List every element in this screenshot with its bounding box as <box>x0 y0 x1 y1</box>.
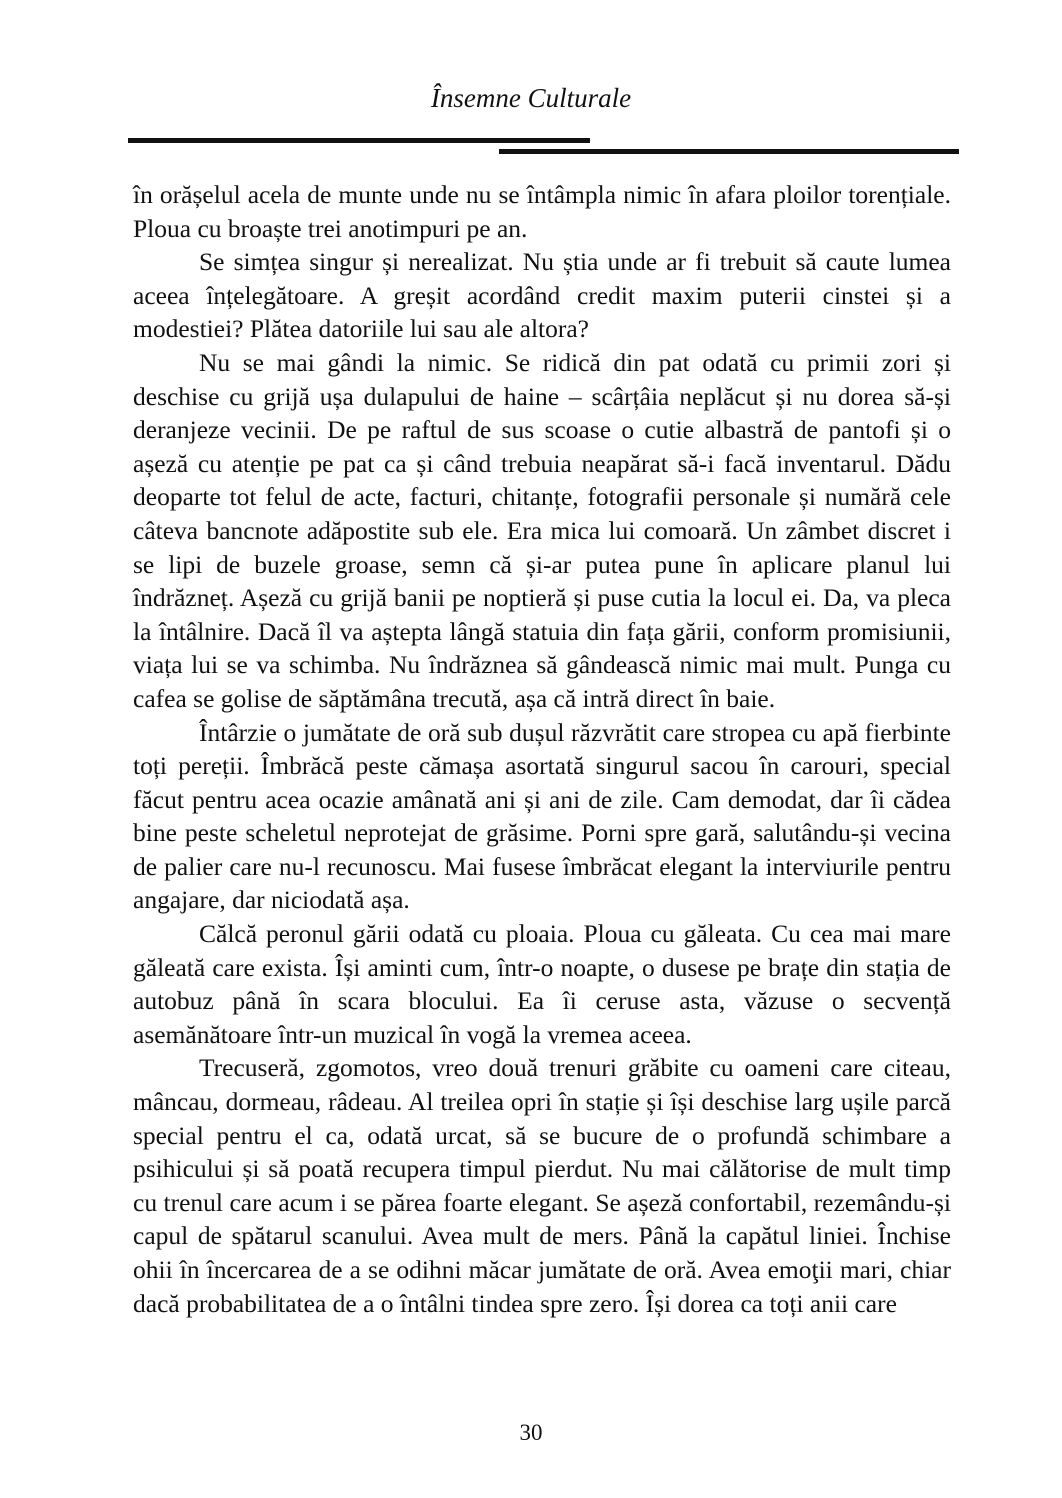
page-number: 30 <box>519 1420 543 1445</box>
body-text <box>133 178 951 1320</box>
header-rule-left <box>128 138 590 143</box>
paragraph: Trecuseră, zgomotos, vreo două trenuri grăbite cu oameni care citeau, mâncau, dormeau, râdeau. Al treilea opri în stație și își deschise larg ușile parcă special pentru el ca, odată urcat, să se bucure de o profundă schimbare a psihicului și să poată recupera timpul pierdut. Nu mai călătorise de mult timp cu trenul care acum i se părea foarte elegant. Se așeză confortabil, rezemându-și capul de spătarul scanului. Avea mult de mers. Până la capătul liniei. Închise ohii în încercarea de a se odihni măcar jumătate de oră. Avea emoţii mari, chiar dacă probabilitatea de a o întâlni tindea spre zero. Își dorea ca toți anii care <box>133 1053 951 1318</box>
header-rule-right <box>499 149 959 154</box>
paragraph: Întârzie o jumătate de oră sub dușul răzvrătit care stropea cu apă fierbinte toți pereții. Îmbrăcă peste cămașa asortată singurul sacou în carouri, special făcut pentru acea ocazie amânată ani și ani de zile. Cam demodat, dar îi cădea bine peste scheletul neprotejat de grăsime. Porni spre gară, salutându-și vecina de palier care nu-l recunoscu. Mai fusese îmbrăcat elegant la interviurile pentru angajare, dar niciodată așa. <box>133 717 951 915</box>
running-header-title: Însemne Culturale <box>430 83 632 113</box>
paragraph: Se simțea singur și nerealizat. Nu știa unde ar fi trebuit să caute lumea aceea înțelegătoare. A greșit acordând credit maxim puterii cinstei și a modestiei? Plătea datoriile lui sau ale altora? <box>133 247 951 344</box>
paragraph: Călcă peronul gării odată cu ploaia. Ploua cu găleata. Cu cea mai mare găleată care exista. Își aminti cum, într-o noapte, o dusese pe brațe din stația de autobuz până în scara blocului. Ea îi ceruse asta, văzuse o secvență asemănătoare într-un muzical în vogă la vremea aceea. <box>133 919 951 1049</box>
paragraph: Nu se mai gândi la nimic. Se ridică din pat odată cu primii zori și deschise cu grijă ușa dulapului de haine – scârțâia neplăcut și nu dorea să-și deranjeze vecinii. De pe raftul de sus scoase o cutie albastră de pantofi și o așeză cu atenție pe pat ca și când trebuia neapărat să-i facă inventarul. Dădu deoparte tot felul de acte, facturi, chitanțe, fotografii personale și numără cele câteva bancnote adăpostite sub ele. Era mica lui comoară. Un zâmbet discret i se lipi de buzele groase, semn că și-ar putea pune în aplicare planul lui îndrăzneț. Așeză cu grijă banii pe noptieră și puse cutia la locul ei. Da, va pleca la întâlnire. Dacă îl va aștepta lângă statuia din fața gării, conform promisiunii, viața lui se va schimba. Nu îndrăznea să gândească nimic mai mult. Punga cu cafea se golise de săptămâna trecută, așa că intră direct în baie. <box>133 347 951 713</box>
paragraph: în orășelul acela de munte unde nu se întâmpla nimic în afara ploilor torențiale. Ploua cu broaște trei anotimpuri pe an. <box>133 180 951 243</box>
